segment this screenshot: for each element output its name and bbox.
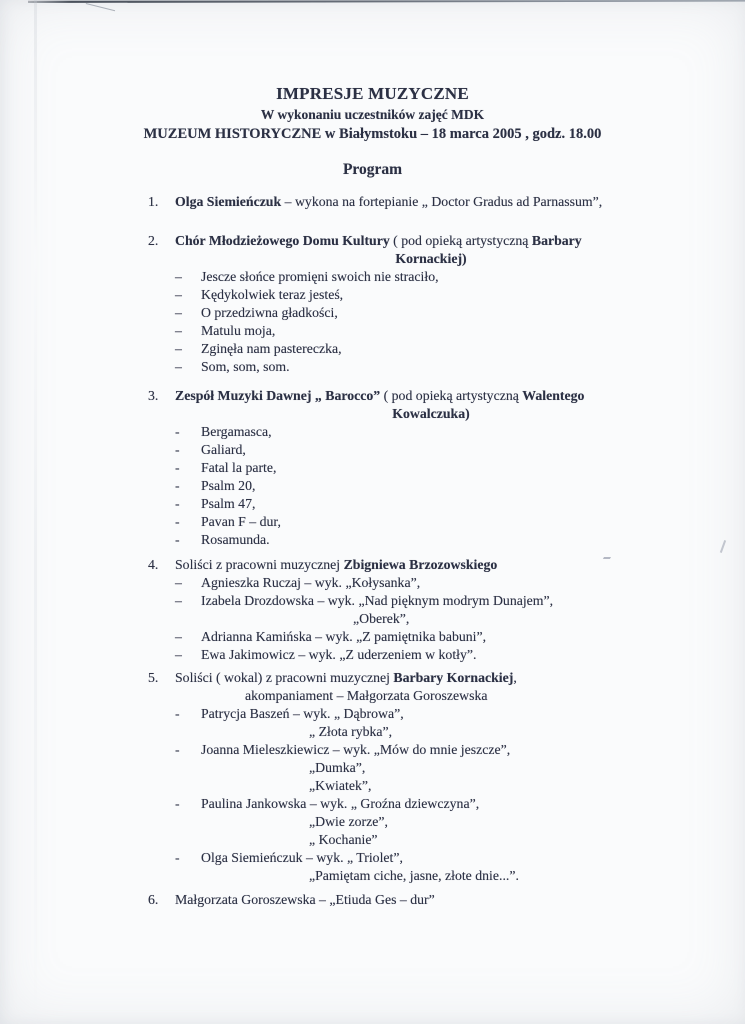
piece-item: [175, 495, 687, 513]
document-header: [0, 0, 745, 179]
performer-piece: Agnieszka Ruczaj – wyk. „Kołysanka”,: [201, 575, 421, 590]
program-item-1: [148, 193, 718, 211]
piece-continuation: „Dumka”,: [309, 760, 366, 775]
accompanist-line: akompaniament – Małgorzata Goroszewska: [245, 688, 488, 703]
piece-continuation: „ Kochanie”: [309, 832, 378, 847]
item-text: [175, 387, 687, 549]
program-item-3: [148, 387, 718, 549]
piece-item: [175, 592, 687, 628]
dash-marker: -: [175, 532, 180, 547]
piece-item: [175, 459, 687, 477]
dash-marker: -: [175, 850, 180, 865]
piece-title: Fatal la parte,: [201, 460, 277, 475]
item-text: [175, 556, 687, 664]
piece-continuation: „Oberek”,: [353, 611, 410, 626]
item-description-tail: ,: [513, 670, 517, 685]
performer-piece: Patrycja Baszeń – wyk. „ Dąbrowa”,: [201, 706, 404, 721]
supervisor-name: Zbigniewa Brzozowskiego: [343, 557, 498, 572]
piece-title: Jescze słońce promięni swoich nie straciło,: [201, 269, 439, 284]
piece-item: [175, 441, 687, 459]
item-number: 5.: [148, 670, 159, 685]
item-header-line1: [175, 669, 687, 687]
piece-title: Matulu moja,: [201, 323, 276, 338]
item-header-line1: [175, 387, 687, 405]
item-number: 4.: [148, 557, 159, 572]
program-list: [148, 193, 718, 909]
performer-piece: Izabela Drozdowska – wyk. „Nad pięknym modrym Dunajem”,: [201, 593, 554, 608]
supervisor-name: Barbary: [531, 233, 582, 248]
supervisor-name: Walentego: [522, 388, 585, 403]
section-heading: Program: [342, 161, 403, 178]
piece-continuation: „Dwie zorze”,: [309, 814, 388, 829]
item-text: [175, 891, 687, 909]
piece-list: [175, 268, 687, 376]
program-item-5: [148, 669, 718, 885]
dash-marker: –: [175, 575, 182, 590]
dash-marker: –: [175, 359, 182, 374]
dash-marker: –: [175, 341, 182, 356]
scan-speck: [720, 540, 726, 553]
dash-marker: -: [175, 796, 180, 811]
piece-item: [175, 795, 687, 849]
item-number: 2.: [148, 233, 159, 248]
piece-item: [175, 531, 687, 549]
piece-item: [175, 358, 687, 376]
piece-title: Psalm 47,: [201, 496, 256, 511]
supervisor-name: Barbary Kornackiej: [393, 670, 514, 685]
piece-item: [175, 646, 687, 664]
item-text: [175, 232, 687, 376]
piece-item: [175, 340, 687, 358]
piece-item: [175, 268, 687, 286]
dash-marker: -: [175, 496, 180, 511]
dash-marker: –: [175, 593, 182, 608]
piece-item: [175, 322, 687, 340]
item-header-line2: Kowalczuka): [392, 406, 470, 421]
piece-item: [175, 849, 687, 885]
dash-marker: -: [175, 514, 180, 529]
dash-marker: -: [175, 706, 180, 721]
piece-item: [175, 304, 687, 322]
performer-piece: Paulina Jankowska – wyk. „ Groźna dziewczyna”,: [201, 796, 480, 811]
piece-list: [175, 423, 687, 549]
piece-continuation: „Pamiętam ciche, jasne, złote dnie...”.: [309, 868, 519, 883]
item-description: Soliści z pracowni muzycznej: [175, 557, 344, 572]
piece-item: [175, 741, 687, 795]
dash-marker: –: [175, 323, 182, 338]
item-description: Soliści ( wokal) z pracowni muzycznej: [175, 670, 394, 685]
piece-continuation: „ Złota rybka”,: [309, 724, 393, 739]
scan-left-streak: [34, 0, 37, 1024]
performer-piece: Adrianna Kamińska – wyk. „Z pamiętnika babuni”,: [201, 629, 487, 644]
piece-title: Som, som, som.: [201, 359, 290, 374]
piece-item: [175, 513, 687, 531]
piece-item: [175, 705, 687, 741]
piece-item: [175, 628, 687, 646]
program-item-2: [148, 232, 718, 376]
piece-title: Galiard,: [201, 442, 246, 457]
dash-marker: –: [175, 647, 182, 662]
subtitle-line: W wykonaniu uczestników zajęć MDK: [260, 107, 485, 122]
dash-marker: -: [175, 478, 180, 493]
item-header-line1: [175, 232, 687, 250]
piece-item: [175, 574, 687, 592]
piece-list: [175, 705, 687, 885]
dash-marker: -: [175, 742, 180, 757]
piece-title: O przedziwna gładkości,: [201, 305, 338, 320]
dash-marker: –: [175, 269, 182, 284]
piece-item: [175, 423, 687, 441]
ensemble-name: Chór Młodzieżowego Domu Kultury: [175, 233, 390, 248]
dash-marker: –: [175, 629, 182, 644]
dash-marker: –: [175, 305, 182, 320]
page-title: IMPRESJE MUZYCZNE: [276, 84, 469, 103]
dash-marker: -: [175, 460, 180, 475]
piece-list: [175, 574, 687, 664]
piece-title: Zginęła nam pastereczka,: [201, 341, 342, 356]
performer-piece: Joanna Mieleszkiewicz – wyk. „Mów do mnie jeszcze”,: [201, 742, 511, 757]
item-header-line1: [175, 556, 687, 574]
piece-title: Kędykolwiek teraz jesteś,: [201, 287, 344, 302]
performer-piece: Małgorzata Goroszewska – „Etiuda Ges – dur”: [175, 892, 435, 907]
piece-item: [175, 286, 687, 304]
dash-marker: -: [175, 442, 180, 457]
ensemble-name: Zespół Muzyki Dawnej „ Barocco”: [175, 388, 381, 403]
piece-title: Rosamunda.: [201, 532, 270, 547]
piece-title: Bergamasca,: [201, 424, 272, 439]
item-number: 1.: [148, 194, 159, 209]
dash-marker: -: [175, 424, 180, 439]
item-header-line2: Kornackiej): [395, 251, 467, 266]
program-item-6: [148, 891, 718, 909]
venue-date-line: MUZEUM HISTORYCZNE w Białymstoku – 18 marca 2005 , godz. 18.00: [143, 126, 602, 142]
piece-continuation: „Kwiatek”,: [309, 778, 372, 793]
piece-item: [175, 477, 687, 495]
piece-title: Pavan F – dur,: [201, 514, 281, 529]
item-text: [175, 193, 687, 211]
item-description: ( pod opieką artystyczną: [389, 233, 532, 248]
item-number: 3.: [148, 388, 159, 403]
performer-piece: Ewa Jakimowicz – wyk. „Z uderzeniem w kotły”.: [201, 647, 477, 662]
item-number: 6.: [148, 892, 159, 907]
item-text: [175, 669, 687, 885]
performer-name: Olga Siemieńczuk: [175, 194, 282, 209]
piece-title: Psalm 20,: [201, 478, 256, 493]
item-description: – wykona na fortepianie „ Doctor Gradus ad Parnassum”,: [281, 194, 603, 209]
item-description: ( pod opieką artystyczną: [380, 388, 523, 403]
performer-piece: Olga Siemieńczuk – wyk. „ Triolet”,: [201, 850, 403, 865]
program-item-4: [148, 556, 718, 664]
dash-marker: –: [175, 287, 182, 302]
